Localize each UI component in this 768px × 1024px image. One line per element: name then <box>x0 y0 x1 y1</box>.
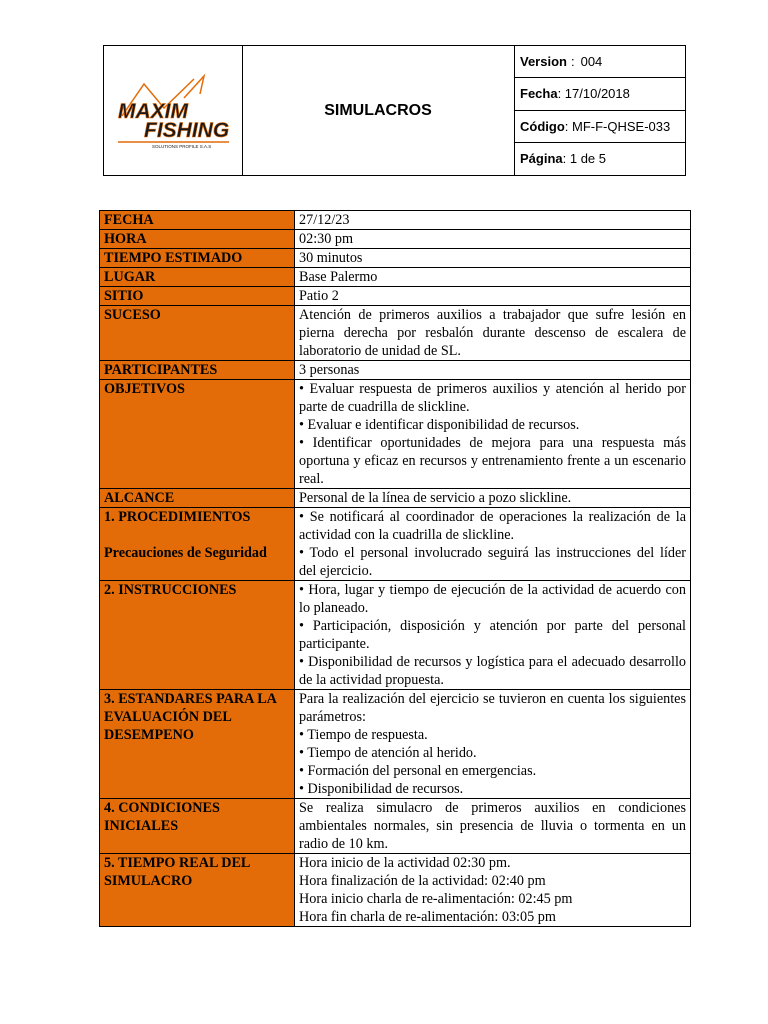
row-value: 02:30 pm <box>295 230 691 249</box>
row-value <box>295 690 691 799</box>
row-label: 2. INSTRUCCIONES <box>100 581 295 690</box>
row-label <box>100 508 295 581</box>
list-item: • Disponibilidad de recursos. <box>299 781 464 797</box>
row-value: Patio 2 <box>295 287 691 306</box>
codigo-row <box>515 111 685 143</box>
document-title: SIMULACROS <box>242 46 515 175</box>
list-item: Hora inicio de la actividad 02:30 pm. <box>299 855 511 871</box>
company-logo <box>104 46 243 175</box>
table-row <box>100 854 691 927</box>
version-sep: : <box>570 54 575 70</box>
row-value: Atención de primeros auxilios a trabajador que sufre lesión en pierna derecha por resbalón durante descenso de escalera de laboratorio de unidad de SL. <box>295 306 691 361</box>
list-item: Hora finalización de la actividad: 02:40 pm <box>299 873 546 889</box>
row-value: Se realiza simulacro de primeros auxilios en condiciones ambientales normales, sin presencia de lluvia o tormenta en un radio de 10 km. <box>295 799 691 854</box>
row-value: Personal de la línea de servicio a pozo slickline. <box>295 489 691 508</box>
table-row <box>100 508 691 581</box>
row-label: SUCESO <box>100 306 295 361</box>
list-item: • Evaluar e identificar disponibilidad de recursos. <box>299 417 580 433</box>
row-label: PARTICIPANTES <box>100 361 295 380</box>
row-label: HORA <box>100 230 295 249</box>
row-label: LUGAR <box>100 268 295 287</box>
fecha-label: Fecha <box>520 86 558 102</box>
row-value <box>295 854 691 927</box>
table-row <box>100 306 691 361</box>
row-value <box>295 581 691 690</box>
maxim-fishing-logo <box>104 46 242 175</box>
row-label: FECHA <box>100 211 295 230</box>
list-item: • Identificar oportunidades de mejora para una respuesta más oportuna y eficaz en recursos y entrenamiento frente a un escenario real. <box>299 435 686 487</box>
codigo-value: : MF-F-QHSE-033 <box>564 118 671 134</box>
document-info <box>515 46 685 175</box>
row-value: 27/12/23 <box>295 211 691 230</box>
row-value <box>295 508 691 581</box>
logo-tagline: SOLUTIONS PROFILE S.A.S <box>152 144 212 149</box>
row-label: 5. TIEMPO REAL DEL SIMULACRO <box>100 854 295 927</box>
row-label: 4. CONDICIONES INICIALES <box>100 799 295 854</box>
pagina-value: : 1 de 5 <box>562 151 606 167</box>
spacer <box>104 526 290 544</box>
table-row <box>100 268 691 287</box>
list-item: • Formación del personal en emergencias. <box>299 763 537 779</box>
intro-text: Para la realización del ejercicio se tuvieron en cuenta los siguientes parámetros: <box>299 691 686 725</box>
list-item: • Todo el personal involucrado seguirá las instrucciones del líder del ejercicio. <box>299 545 686 579</box>
row-label: 3. ESTANDARES PARA LA EVALUACIÓN DEL DESEMPENO <box>100 690 295 799</box>
row-value <box>295 380 691 489</box>
list-item: • Tiempo de respuesta. <box>299 727 428 743</box>
table-row <box>100 361 691 380</box>
fecha-value: : 17/10/2018 <box>557 86 630 102</box>
logo-text-fishing: FISHING <box>144 119 230 142</box>
list-item: Hora inicio charla de re-alimentación: 02:45 pm <box>299 891 573 907</box>
row-label: SITIO <box>100 287 295 306</box>
table-row <box>100 287 691 306</box>
pagina-row <box>515 143 685 175</box>
table-row <box>100 489 691 508</box>
row-value: Base Palermo <box>295 268 691 287</box>
codigo-label: Código <box>520 118 565 134</box>
table-row <box>100 230 691 249</box>
pagina-label: Página <box>520 151 563 167</box>
table-row <box>100 380 691 489</box>
version-value: 004 <box>580 54 603 70</box>
logo-text-maxim: MAXIM <box>118 100 188 123</box>
precauciones-label: Precauciones de Seguridad <box>104 545 267 561</box>
table-row <box>100 799 691 854</box>
table-row <box>100 581 691 690</box>
list-item: • Participación, disposición y atención por parte del personal participante. <box>299 618 686 652</box>
row-label: OBJETIVOS <box>100 380 295 489</box>
list-item: • Disponibilidad de recursos y logística para el adecuado desarrollo de la actividad propuesta. <box>299 654 686 688</box>
list-item: • Se notificará al coordinador de operaciones la realización de la actividad con la cuadrilla de slickline. <box>299 509 686 543</box>
row-label: TIEMPO ESTIMADO <box>100 249 295 268</box>
version-row <box>515 46 685 78</box>
procedimientos-label: 1. PROCEDIMIENTOS <box>104 509 251 525</box>
fecha-row <box>515 78 685 110</box>
table-row <box>100 249 691 268</box>
table-row <box>100 211 691 230</box>
version-label: Version <box>520 54 567 70</box>
row-value: 3 personas <box>295 361 691 380</box>
table-row <box>100 690 691 799</box>
list-item: • Tiempo de atención al herido. <box>299 745 477 761</box>
list-item: Hora fin charla de re-alimentación: 03:05 pm <box>299 909 556 925</box>
list-item: • Evaluar respuesta de primeros auxilios y atención al herido por parte de cuadrilla de slickline. <box>299 381 686 415</box>
list-item: • Hora, lugar y tiempo de ejecución de la actividad de acuerdo con lo planeado. <box>299 582 686 616</box>
document-header <box>103 45 686 176</box>
row-value: 30 minutos <box>295 249 691 268</box>
row-label: ALCANCE <box>100 489 295 508</box>
drill-table <box>99 210 691 927</box>
